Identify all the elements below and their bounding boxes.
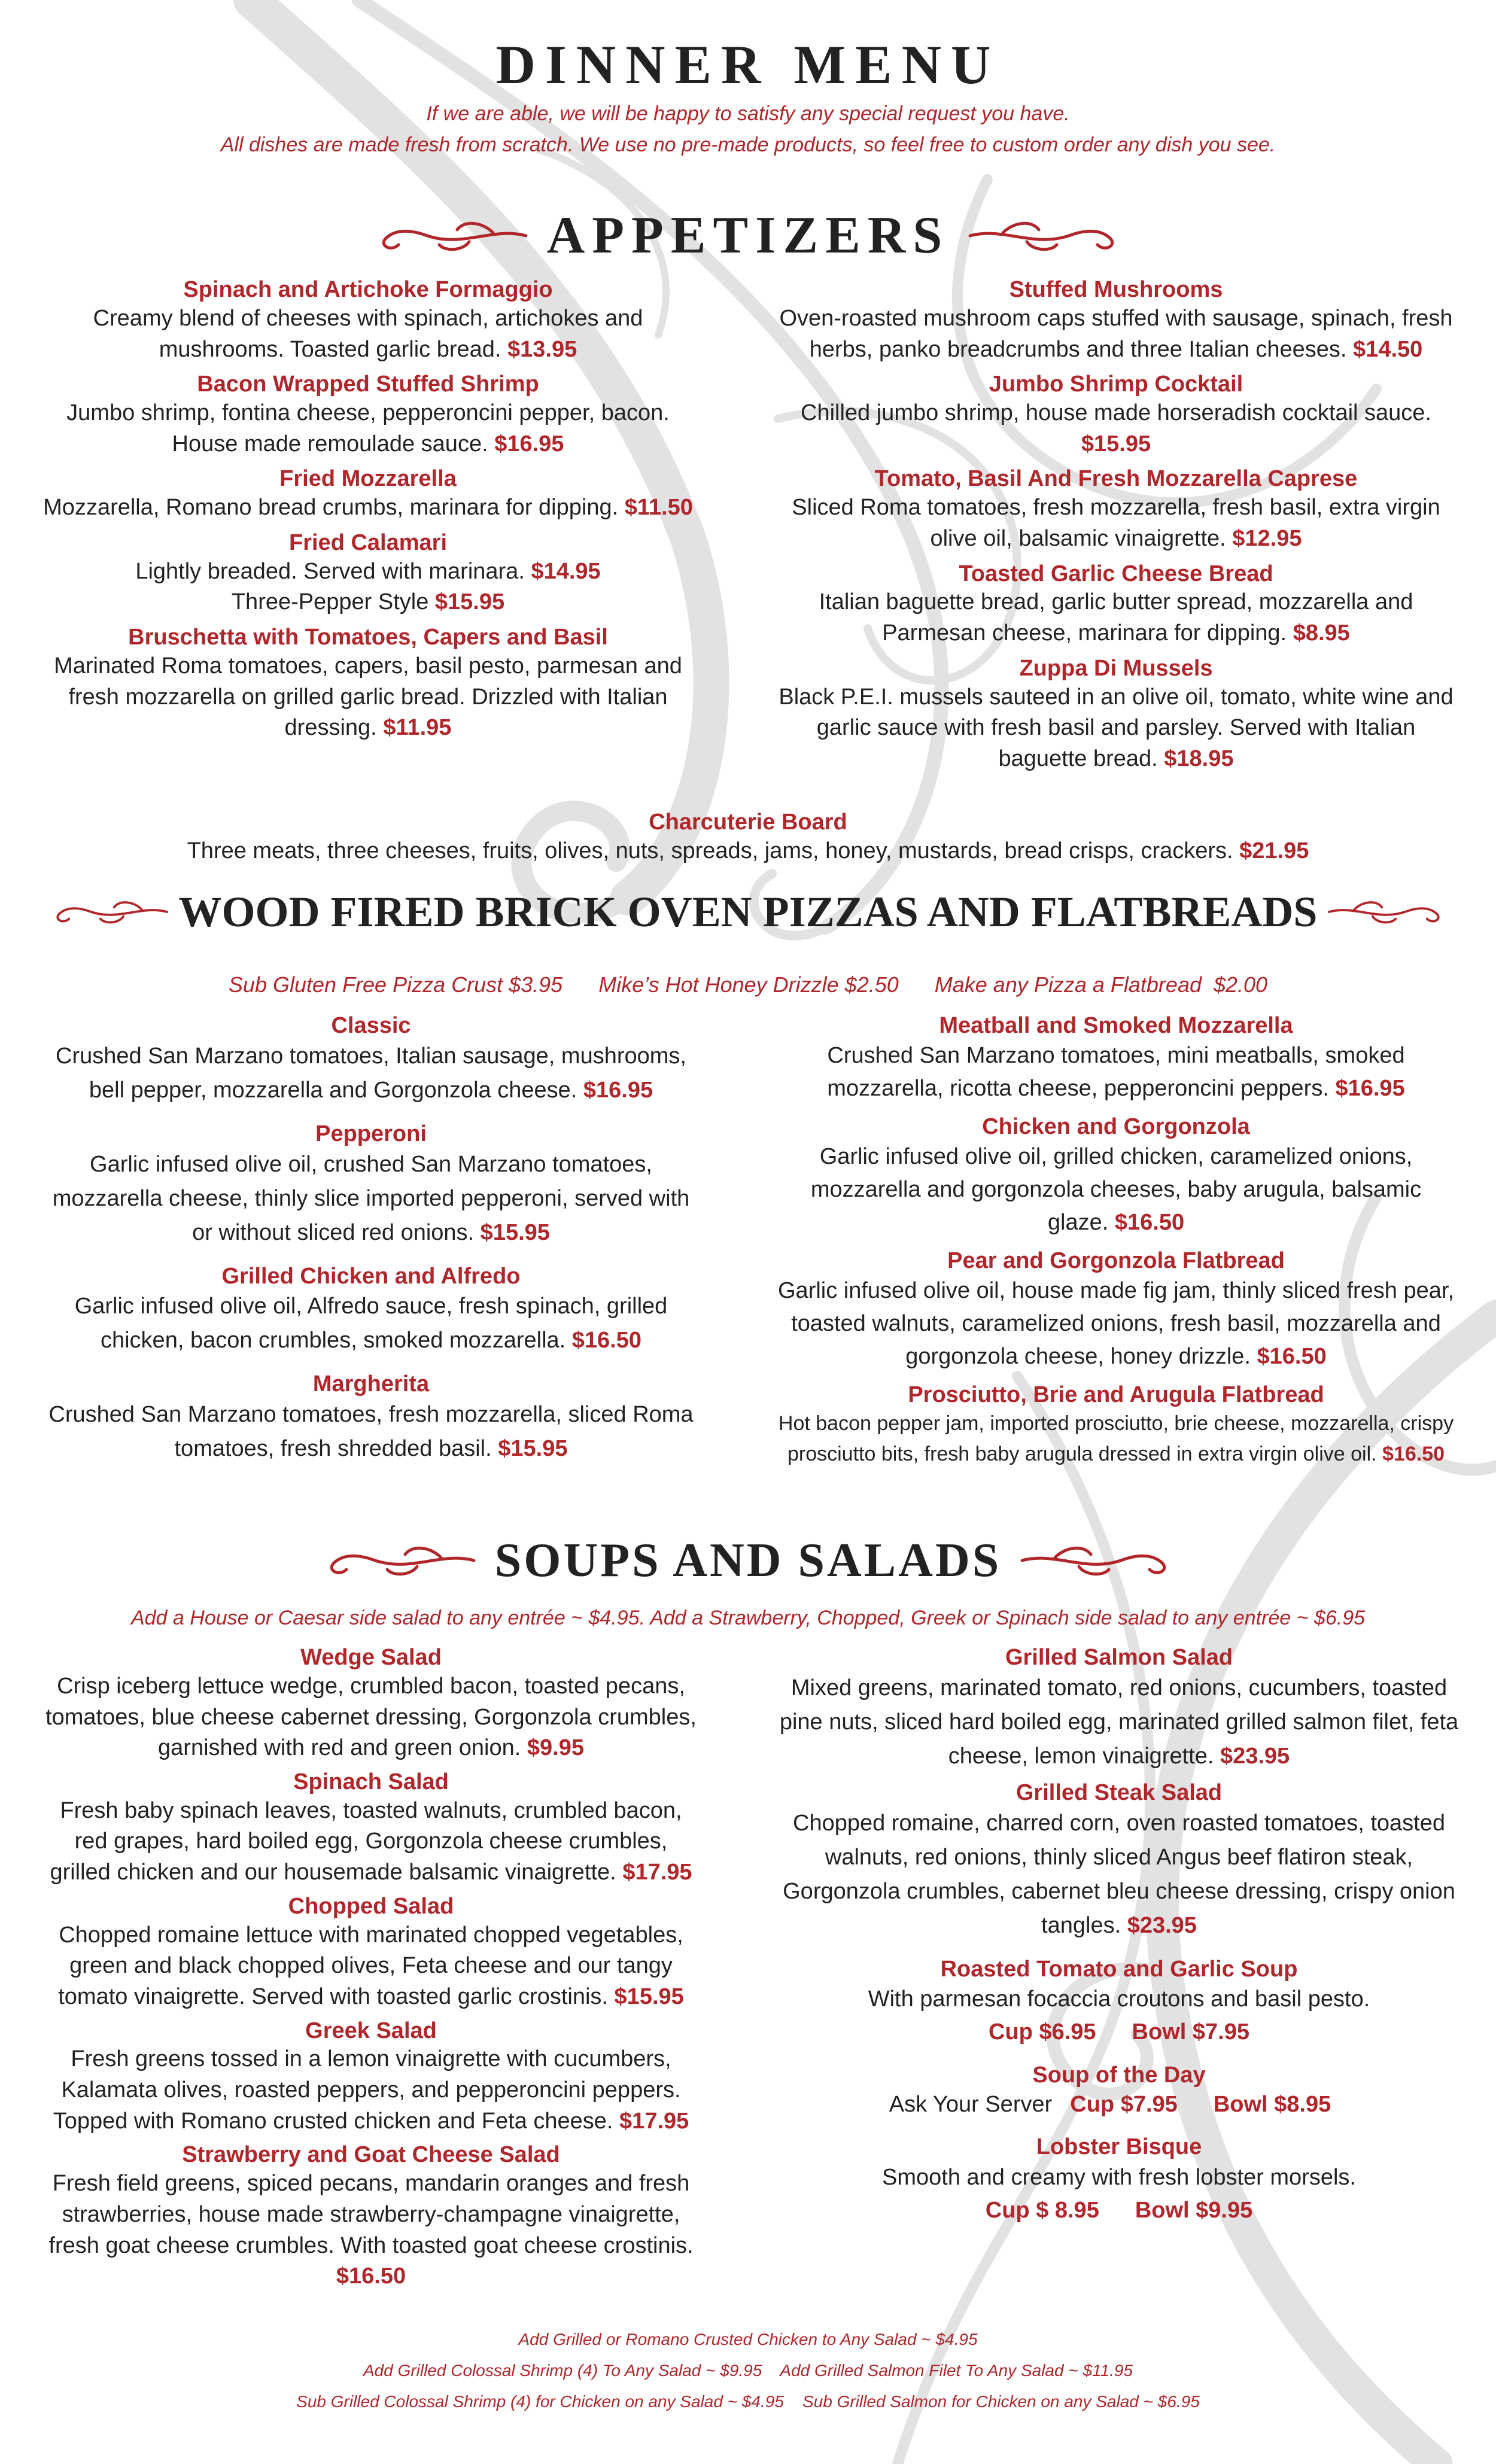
footer-note-2: Add Grilled Colossal Shrimp (4) To Any Salad ~ $9.95 Add Grilled Salmon Filet To Any Salad ~ $11.95	[363, 2361, 1133, 2380]
item-price: $12.95	[1232, 525, 1302, 551]
menu-item	[778, 276, 1454, 365]
menu-item	[778, 1779, 1460, 1943]
item-name: Grilled Chicken and Alfredo	[221, 1263, 521, 1289]
item-description: Three meats, three cheeses, fruits, olives, nuts, spreads, jams, honey, mustards, bread crisps, crackers. $21.95	[187, 838, 1309, 863]
item-description: Crushed San Marzano tomatoes, mini meatballs, smoked mozzarella, ricotta cheese, pepperoncini peppers. $16.95	[827, 1042, 1405, 1101]
cup-price: Cup $ 8.95	[985, 2197, 1099, 2223]
pizzas-heading: WOOD FIRED BRICK OVEN PIZZAS AND FLATBREADS	[178, 888, 1318, 936]
item-price: $16.95	[1335, 1075, 1405, 1101]
item-name: Pepperoni	[315, 1121, 427, 1146]
item-description: With parmesan focaccia croutons and basil pesto.	[868, 1987, 1370, 2012]
menu-item	[778, 1382, 1454, 1470]
item-name: Greek Salad	[305, 2018, 437, 2043]
item-name: Chicken and Gorgonzola	[982, 1114, 1250, 1140]
soup-prices	[778, 2089, 1460, 2121]
soups-heading-row	[0, 1534, 1496, 1587]
item-description: Sliced Roma tomatoes, fresh mozzarella, fresh basil, extra virgin olive oil, balsamic vinaigrette. $12.95	[792, 495, 1440, 551]
item-description: Italian baguette bread, garlic butter spread, mozzarella and Parmesan cheese, marinara for dipping. $8.95	[819, 589, 1413, 646]
appetizers-heading: APPETIZERS	[546, 206, 950, 264]
bowl-price: Bowl $9.95	[1135, 2197, 1253, 2223]
item-description: Fresh field greens, spiced pecans, mandarin oranges and fresh strawberries, house made strawberry-champagne vinaigrette, fresh goat cheese crumbles. With toasted goat cheese crostinis. $16.50	[48, 2171, 694, 2289]
pizzas-heading-row	[0, 888, 1496, 936]
item-description: Garlic infused olive oil, Alfredo sauce, fresh spinach, grilled chicken, bacon crumbles, smoked mozzarella. $16.50	[74, 1294, 668, 1353]
left-flourish-icon	[373, 215, 529, 257]
item-price: $15.95	[614, 1984, 684, 2009]
side-salad-note: Add a House or Caesar side salad to any entrée ~ $4.95. Add a Strawberry, Chopped, Greek or Spinach side salad to any entrée ~ $6.95	[130, 1607, 1366, 1629]
soup-prices	[778, 2195, 1460, 2226]
item-name: Strawberry and Goat Cheese Salad	[182, 2142, 560, 2168]
bowl-price: Bowl $8.95	[1213, 2091, 1331, 2117]
item-name: Bacon Wrapped Stuffed Shrimp	[197, 372, 539, 397]
menu-item	[778, 1644, 1460, 1774]
right-flourish-icon	[1327, 891, 1446, 933]
item-description: Smooth and creamy with fresh lobster morsels.	[882, 2164, 1356, 2190]
item-price: $16.50	[336, 2264, 406, 2289]
soup-prices	[778, 2016, 1460, 2048]
soup-item	[778, 1956, 1460, 2049]
menu-item	[48, 1121, 694, 1250]
soups-heading: SOUPS AND SALADS	[494, 1534, 1002, 1587]
menu-item	[42, 1769, 700, 1888]
item-description: Mozzarella, Romano bread crumbs, marinara for dipping. $11.50	[43, 495, 693, 521]
item-price: $21.95	[1239, 838, 1309, 863]
menu-item	[778, 655, 1454, 775]
soup-item	[778, 2134, 1460, 2226]
item-price: $16.95	[494, 431, 564, 457]
item-price: $8.95	[1293, 620, 1350, 646]
menu-item	[778, 1114, 1454, 1239]
left-flourish-icon	[50, 891, 169, 933]
cup-price: Cup $6.95	[989, 2019, 1096, 2045]
item-name: Fried Mozzarella	[279, 466, 457, 492]
item-price: $11.95	[383, 715, 452, 741]
item-price: $15.95	[1081, 431, 1151, 457]
item-name: Wedge Salad	[300, 1645, 442, 1670]
item-description: Crisp iceberg lettuce wedge, crumbled bacon, toasted pecans, tomatoes, blue cheese cabernet dressing, Gorgonzola crumbles, garnished with red and green onion. $9.95	[45, 1673, 697, 1761]
item-price: $15.95	[480, 1219, 550, 1245]
item-description: Hot bacon pepper jam, imported prosciutto, brie cheese, mozzarella, crispy prosciutto bits, fresh baby arugula dressed in extra virgin olive oil. $16.50	[778, 1412, 1454, 1466]
item-name: Roasted Tomato and Garlic Soup	[940, 1956, 1298, 1982]
item-price: $16.50	[1382, 1443, 1445, 1466]
item-price: $17.95	[619, 2108, 689, 2134]
item-name: Toasted Garlic Cheese Bread	[959, 561, 1273, 586]
item-price: $16.50	[1114, 1210, 1185, 1236]
menu-item	[90, 809, 1406, 867]
menu-item	[778, 1248, 1454, 1373]
item-price: $13.95	[507, 336, 577, 362]
item-price: $16.50	[1257, 1344, 1327, 1370]
item-name: Bruschetta with Tomatoes, Capers and Basil	[128, 625, 608, 650]
item-price: $23.95	[1220, 1743, 1290, 1769]
item-name: Tomato, Basil And Fresh Mozzarella Caprese	[874, 466, 1358, 492]
item-name: Fried Calamari	[289, 530, 447, 555]
appetizers-left-column	[42, 276, 694, 744]
item-name: Stuffed Mushrooms	[1009, 277, 1223, 302]
salads-left-column	[42, 1644, 700, 2292]
item-description: Fresh greens tossed in a lemon vinaigrette with cucumbers, Kalamata olives, roasted peppers, and pepperoncini peppers. Topped with Romano crusted chicken and Feta cheese. $17.95	[53, 2046, 689, 2134]
item-price: $14.50	[1353, 336, 1423, 362]
menu-item	[42, 2018, 700, 2137]
item-description: Creamy blend of cheeses with spinach, artichokes and mushrooms. Toasted garlic bread. $13.95	[93, 305, 643, 362]
item-description: Jumbo shrimp, fontina cheese, pepperoncini pepper, bacon. House made remoulade sauce. $16.95	[66, 400, 670, 457]
item-name: Chopped Salad	[288, 1893, 454, 1919]
item-description: Garlic infused olive oil, crushed San Marzano tomatoes, mozzarella cheese, thinly slice imported pepperoni, served with or without sliced red onions. $15.95	[52, 1151, 690, 1245]
menu-item	[48, 1012, 694, 1108]
item-name: Grilled Salmon Salad	[1005, 1645, 1233, 1670]
pizzas-right-column	[778, 1012, 1454, 1470]
ask-server-text: Ask Your Server	[889, 2091, 1053, 2117]
item-description: Chopped romaine lettuce with marinated chopped vegetables, green and black chopped olives, Feta cheese and our tangy tomato vinaigrette. Served with toasted garlic crostinis. $15.95	[58, 1922, 684, 2009]
item-variant: Three-Pepper Style $15.95	[231, 589, 505, 615]
item-description: Crushed San Marzano tomatoes, fresh mozzarella, sliced Roma tomatoes, fresh shredded basil. $15.95	[48, 1402, 694, 1462]
menu-item	[778, 561, 1454, 649]
item-price: $18.95	[1164, 746, 1234, 771]
item-price: $16.95	[583, 1077, 653, 1103]
menu-item	[42, 1644, 700, 1764]
menu-item	[778, 466, 1454, 554]
item-description: Lightly breaded. Served with marinara. $14.95	[135, 558, 601, 584]
appetizers-right-column	[778, 276, 1454, 775]
item-name: Meatball and Smoked Mozzarella	[939, 1013, 1293, 1038]
right-flourish-icon	[967, 215, 1123, 257]
item-price: $9.95	[527, 1735, 584, 1761]
item-price: $17.95	[622, 1860, 692, 1885]
appetizers-center-item	[90, 809, 1406, 867]
menu-item	[42, 624, 694, 744]
menu-item	[48, 1371, 694, 1466]
item-description: Crushed San Marzano tomatoes, Italian sausage, mushrooms, bell pepper, mozzarella and Gorgonzola cheese. $16.95	[56, 1043, 686, 1103]
item-description: Mixed greens, marinated tomato, red onions, cucumbers, toasted pine nuts, sliced hard boiled egg, marinated grilled salmon filet, feta cheese, lemon vinaigrette. $23.95	[779, 1675, 1459, 1769]
item-name: Margherita	[312, 1371, 430, 1397]
item-name: Soup of the Day	[1032, 2062, 1206, 2088]
item-price: $15.95	[434, 589, 505, 615]
item-name: Grilled Steak Salad	[1015, 1779, 1223, 1805]
item-name: Lobster Bisque	[1036, 2134, 1202, 2159]
item-price: $15.95	[498, 1436, 568, 1462]
item-description: Chopped romaine, charred corn, oven roasted tomatoes, toasted walnuts, red onions, thinly sliced Angus beef flatiron steak, Gorgonzola crumbles, cabernet bleu cheese dressing, crispy onion tangles. $23.95	[783, 1810, 1455, 1938]
left-flourish-icon	[321, 1540, 477, 1581]
menu-item	[778, 371, 1454, 460]
menu-item	[42, 2141, 700, 2292]
intro-line-2: All dishes are made fresh from scratch. We use no pre-made products, so feel free to custom order any dish you see.	[220, 133, 1276, 156]
item-description: Garlic infused olive oil, grilled chicken, caramelized onions, mozzarella and gorgonzola cheeses, baby arugula, balsamic glaze. $16.50	[810, 1143, 1422, 1236]
item-name: Zuppa Di Mussels	[1019, 655, 1213, 681]
item-name: Pear and Gorgonzola Flatbread	[947, 1248, 1285, 1274]
footer-note-3: Sub Grilled Colossal Shrimp (4) for Chicken on any Salad ~ $4.95 Sub Grilled Salmon for Chicken on any Salad ~ $6.95	[296, 2392, 1200, 2411]
soup-item	[778, 2062, 1460, 2121]
menu-item	[42, 276, 694, 365]
item-name: Spinach and Artichoke Formaggio	[183, 277, 553, 302]
item-name: Charcuterie Board	[649, 810, 847, 835]
item-name: Spinach Salad	[293, 1769, 449, 1794]
menu-item	[42, 466, 694, 524]
item-price: $14.95	[531, 558, 601, 584]
pizza-extras-note: Sub Gluten Free Pizza Crust $3.95 Mike’s Hot Honey Drizzle $2.50 Make any Pizza a Flatbread $2.00	[228, 972, 1268, 997]
pizzas-left-column	[48, 1012, 694, 1466]
item-name: Classic	[331, 1013, 411, 1038]
cup-price: Cup $7.95	[1070, 2091, 1178, 2117]
item-price: $23.95	[1127, 1912, 1197, 1938]
salads-right-column	[778, 1644, 1460, 2226]
menu-item	[42, 371, 694, 460]
menu-item	[42, 530, 694, 618]
footer-note-1: Add Grilled or Romano Crusted Chicken to Any Salad ~ $4.95	[518, 2330, 978, 2349]
intro-line-1: If we are able, we will be happy to satisfy any special request you have.	[426, 102, 1070, 125]
menu-item	[48, 1263, 694, 1358]
item-description: Marinated Roma tomatoes, capers, basil pesto, parmesan and fresh mozzarella on grilled garlic bread. Drizzled with Italian dressing. $11.95	[54, 653, 682, 741]
menu-item	[778, 1012, 1454, 1105]
item-description: Fresh baby spinach leaves, toasted walnuts, crumbled bacon, red grapes, hard boiled egg, Gorgonzola cheese crumbles, grilled chicken and our housemade balsamic vinaigrette. $17.95	[50, 1797, 692, 1885]
right-flourish-icon	[1019, 1540, 1175, 1581]
item-price: $16.50	[571, 1328, 641, 1353]
item-name: Jumbo Shrimp Cocktail	[989, 372, 1243, 397]
bowl-price: Bowl $7.95	[1132, 2019, 1249, 2045]
item-name: Prosciutto, Brie and Arugula Flatbread	[908, 1382, 1324, 1408]
menu-item	[42, 1893, 700, 2013]
item-description: Black P.E.I. mussels sauteed in an olive oil, tomato, white wine and garlic sauce with fresh basil and parsley. Served with Italian baguette bread. $18.95	[779, 684, 1454, 771]
item-description: Oven-roasted mushroom caps stuffed with sausage, spinach, fresh herbs, panko breadcrumbs and three Italian cheeses. $14.50	[779, 305, 1453, 362]
item-description: Garlic infused olive oil, house made fig jam, thinly sliced fresh pear, toasted walnuts, caramelized onions, fresh basil, mozzarella and gorgonzola cheese, honey drizzle. $16.50	[778, 1277, 1454, 1370]
page-title: DINNER MENU	[495, 34, 1001, 95]
appetizers-heading-row	[0, 206, 1496, 264]
item-price: $11.50	[624, 495, 693, 521]
item-description: Chilled jumbo shrimp, house made horseradish cocktail sauce. $15.95	[801, 400, 1431, 457]
